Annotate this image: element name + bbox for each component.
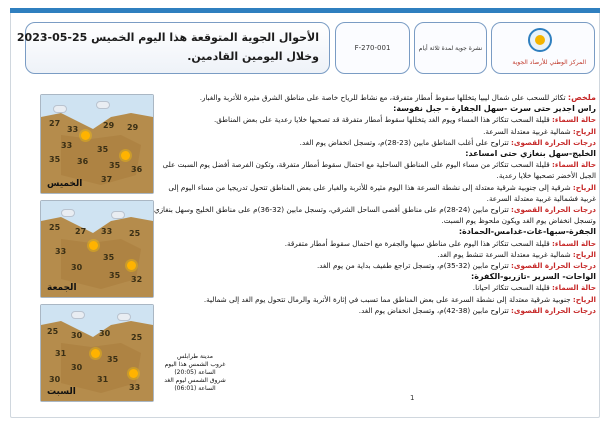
header-title-box [16,22,330,74]
temp-label: 30 [71,331,83,340]
page-title: الأحوال الجوية المتوقعة هذا اليوم الخميس 25-05-2023 [16,31,319,44]
temp-label: 27 [49,119,61,128]
temp-label: 33 [55,247,67,256]
temp-label: 33 [101,227,113,236]
sun-icon [81,131,90,140]
sun-icon [91,349,100,358]
temp-label: 25 [49,223,61,232]
section-line: درجات الحرارة القصوى: تتراوح على أغلب المناطق مابين (23-28)م، وتسجل انخفاض يوم الغد. [299,137,596,147]
section-line: الجبل الأخضر تصحبها خلايا رعدية. [496,171,596,181]
sun-icon [129,369,138,378]
section-title: الخليج-سهل بنغازي حتى امساعد: [465,149,596,159]
sun-icon [127,261,136,270]
temp-label: 32 [131,275,143,284]
section-line: حالة السماء: قليلة السحب تتكاثر احيانا. [472,283,596,293]
temp-label: 30 [49,375,61,384]
page-subtitle: وخلال اليومين القادمين. [187,50,319,63]
cloud-icon [96,101,110,109]
map-friday [40,200,154,298]
cloud-icon [117,313,131,321]
cloud-icon [111,211,125,219]
day-label: الجمعة [47,283,77,293]
summary-line [170,92,596,103]
ncm-logo-icon [528,28,552,52]
bulletin-type-box [414,22,487,74]
doc-code-box [335,22,410,74]
temp-label: 35 [103,253,115,262]
cloud-icon [71,311,85,319]
temp-label: 33 [61,141,73,150]
section-line: درجات الحرارة القصوى: تتراوح مابين (32-35)م، وتسجل تراجع طفيف بداية من يوم الغد. [316,261,596,271]
temp-label: 35 [109,271,121,280]
section-line: حالة السماء: قليلة السحب تتكاثر هذا المساء ويوم الغد يتخللها سقوط أمطار متفرقة قد تصحبها خلايا رعدية على بعض المناطق. [214,115,596,125]
sun-icon [89,241,98,250]
day-label: السبت [47,387,76,397]
section-line: غربية فشمالية غربية معتدلة السرعة. [486,193,596,203]
sunset-time: غروب الشمس هذا اليوم الساعة (20:05) [164,361,226,376]
sun-times-city: مدينة طرابلس [176,353,214,360]
temp-label: 35 [49,155,61,164]
section-line: الرياح: جنوبية شرقية معتدلة إلى نشطة السرعة على بعض المناطق مما تسبب في إثارة الأتربة والرمال تتحول يوم الغد إلى شمالية. [203,294,596,304]
forecast-text [153,92,596,392]
section-line: درجات الحرارة القصوى: تتراوح مابين (38-42)م، وتسجل انخفاض يوم الغد. [358,305,596,315]
section-line: الرياح: شمالية غربية معتدلة السرعة تنشط يوم الغد. [437,249,596,259]
page-number: 1 [410,394,415,402]
section-line: وتسجل انخفاض يوم الغد ويكون ملحوظ يوم السبت. [441,216,596,226]
temp-label: 25 [131,333,143,342]
temp-label: 36 [131,165,143,174]
map-thursday [40,94,154,194]
temp-label: 36 [77,157,89,166]
temp-label: 30 [71,263,83,272]
forecast-maps [40,94,152,408]
temp-label: 29 [103,121,115,130]
temp-label: 35 [109,161,121,170]
day-label: الخميس [47,179,83,189]
summary-text: تكاثر للسحب على شمال ليبيا يتخللها سقوط أمطار متفرقة، مع نشاط للرياح خاصة على مناطق الشرق مثيرة للأتربة والغبار. [199,93,566,102]
section-line: الرياح: شرقية إلى جنوبية شرقية معتدلة إلى نشطة السرعة هذا اليوم مثيرة للأتربة والغبار على بعض المناطق تتحول تدريجيا من مساء اليوم إلى [168,182,596,192]
temp-label: 30 [71,363,83,372]
doc-code: F-270-001 [354,44,391,52]
sun-times [160,353,230,393]
cloud-icon [53,105,67,113]
section-line: الرياح: شمالية غربية معتدلة السرعة. [483,126,596,136]
map-saturday [40,304,154,402]
temp-label: 29 [127,123,139,132]
temp-label: 37 [101,175,113,184]
temp-label: 35 [107,355,119,364]
bulletin-page [10,8,600,418]
temp-label: 27 [75,227,87,236]
org-name: المركز الوطني للأرصاد الجوية [512,59,586,66]
temp-label: 25 [129,229,141,238]
org-box [491,22,595,74]
section-line: حالة السماء: قليلة السحب تتكاثر من مساء اليوم على المناطق الساحلية مع احتمال سقوط أمطار متفرقة، وتكون الفرصة أفضل يوم السبت على [162,160,596,170]
section-line: درجات الحرارة القصوى: تتراوح مابين (24-28)م على مناطق أقصى الساحل الشرقي، وتسجل مابين (32-36)م على مناطق الخليج وسهل بنغازي [153,205,596,215]
section-title: الواحات- السرير -تازربو-الكفرة: [471,272,596,282]
summary-label: ملخص: [567,93,596,102]
sunrise-time: شروق الشمس ليوم الغد الساعة (06:01) [164,377,226,392]
cloud-icon [61,209,75,217]
temp-label: 25 [47,327,59,336]
temp-label: 30 [99,329,111,338]
bulletin-type: نشرة جوية لمدة ثلاثة أيام [418,44,483,52]
section-line: حالة السماء: قليلة السحب تتكاثر هذا اليوم على مناطق سبها والجفرة مع احتمال سقوط أمطار متفرقة. [284,238,596,248]
section-title: الجفرة-سبها-غات-غدامس-الحمادة: [458,227,596,237]
temp-label: 31 [55,349,67,358]
temp-label: 33 [67,125,79,134]
section-title: راس اجدير حتى سرت -سهل الجفارة – جبل نفوسة: [393,104,596,114]
temp-label: 31 [97,375,109,384]
top-accent-bar [10,8,600,13]
temp-label: 35 [97,145,109,154]
temp-label: 33 [129,383,141,392]
sun-icon [121,151,130,160]
